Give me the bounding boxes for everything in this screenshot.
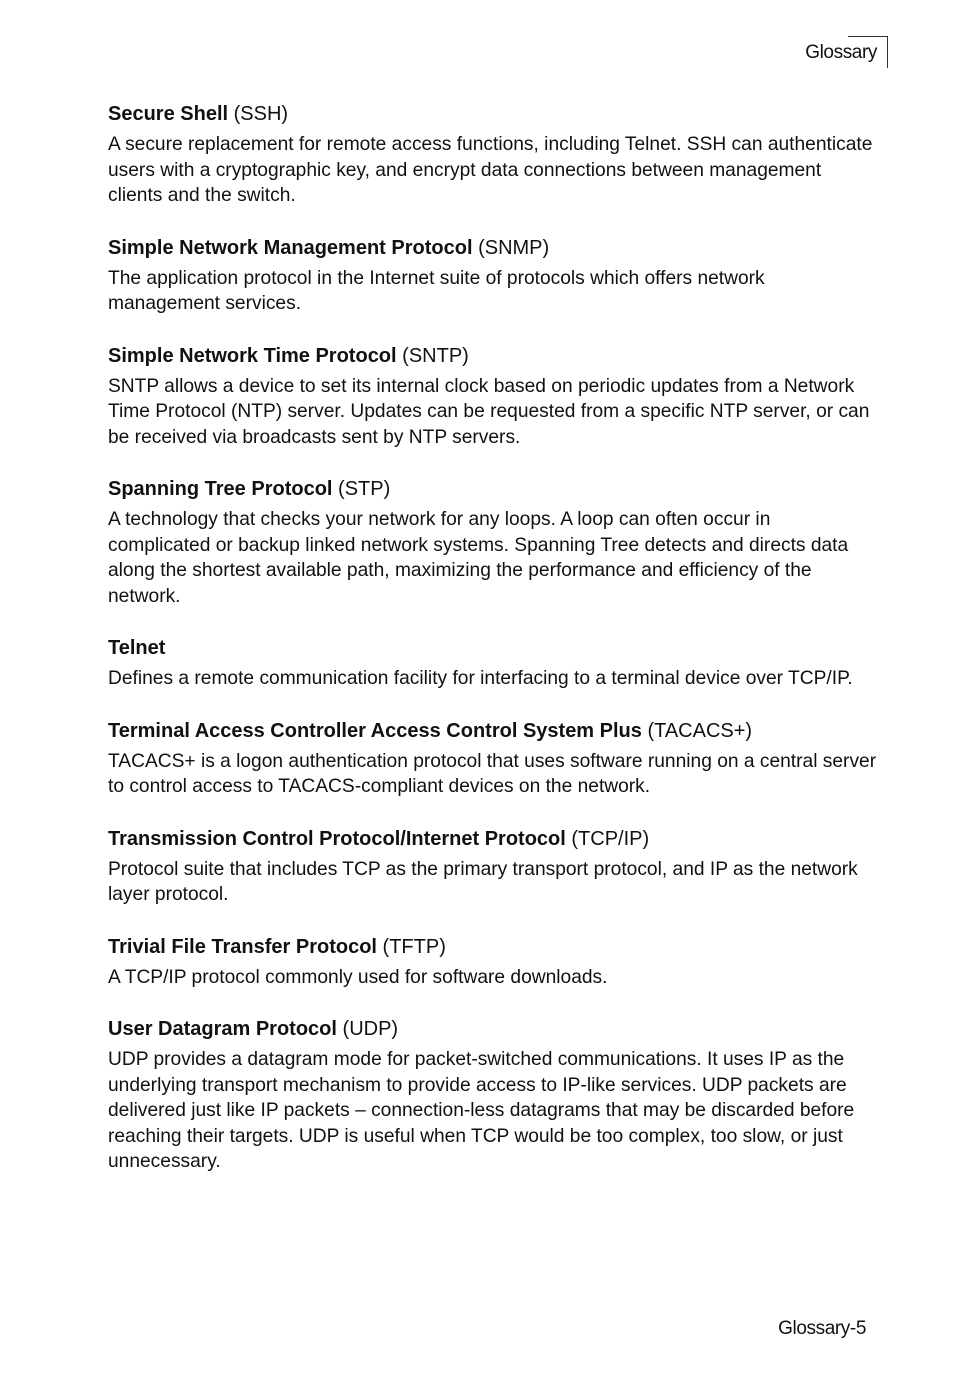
term-definition: A technology that checks your network for any loops. A loop can often occur in complicated or backup linked network systems. Spanning Tree detects and directs data along the shortest available path, maximizing the performance and efficiency of the network. bbox=[108, 509, 849, 607]
term-definition: Defines a remote communication facility for interfacing to a terminal device over TCP/IP. bbox=[108, 668, 853, 689]
term-definition: A TCP/IP protocol commonly used for software downloads. bbox=[108, 966, 608, 988]
term-name: Simple Network Time Protocol bbox=[108, 344, 397, 367]
term-name: User Datagram Protocol bbox=[108, 1018, 337, 1040]
glossary-term bbox=[108, 234, 878, 262]
glossary-term bbox=[108, 342, 878, 370]
glossary-entry bbox=[108, 634, 878, 692]
page-number: Glossary-5 bbox=[778, 1318, 866, 1339]
term-abbreviation: (STP) bbox=[338, 478, 391, 500]
glossary-entry bbox=[108, 342, 878, 451]
term-name: Spanning Tree Protocol bbox=[108, 478, 333, 500]
term-abbreviation: (UDP) bbox=[342, 1018, 399, 1040]
glossary-term bbox=[108, 100, 878, 128]
term-name: Terminal Access Controller Access Control System Plus bbox=[108, 719, 642, 742]
glossary-entry bbox=[108, 234, 878, 317]
glossary-entry bbox=[108, 933, 878, 991]
glossary-term bbox=[108, 717, 878, 745]
term-definition: The application protocol in the Internet suite of protocols which offers network management services. bbox=[108, 267, 765, 314]
term-definition: SNTP allows a device to set its internal clock based on periodic updates from a Network Time Protocol (NTP) server. Updates can be requested from a specific NTP server, or can be received via broadcasts sent by NTP servers. bbox=[108, 375, 870, 448]
term-name: Trivial File Transfer Protocol bbox=[108, 935, 377, 958]
glossary-entry bbox=[108, 1015, 878, 1175]
glossary-content bbox=[108, 100, 878, 1200]
term-abbreviation: (TFTP) bbox=[382, 935, 446, 958]
header-section-title: Glossary bbox=[805, 42, 877, 63]
term-name: Transmission Control Protocol/Internet Protocol bbox=[108, 827, 566, 850]
glossary-entry bbox=[108, 100, 878, 209]
term-definition: UDP provides a datagram mode for packet-switched communications. It uses IP as the underlying transport mechanism to provide access to IP-like services. UDP packets are delivered just like IP packets – connection-less datagrams that may be discarded before reaching their targets. UDP is useful when TCP would be too complex, too slow, or just unnecessary. bbox=[108, 1049, 855, 1172]
term-abbreviation: (SNTP) bbox=[402, 344, 469, 367]
glossary-term bbox=[108, 475, 878, 503]
term-definition: A secure replacement for remote access functions, including Telnet. SSH can authenticate users with a cryptographic key, and encrypt data connections between management clients and the switch. bbox=[108, 134, 873, 206]
term-abbreviation: (SNMP) bbox=[478, 236, 550, 259]
term-abbreviation: (SSH) bbox=[233, 103, 289, 125]
term-definition: Protocol suite that includes TCP as the primary transport protocol, and IP as the network layer protocol. bbox=[108, 858, 858, 905]
term-name: Telnet bbox=[108, 637, 166, 659]
glossary-term bbox=[108, 634, 878, 662]
glossary-term bbox=[108, 1015, 878, 1043]
term-abbreviation: (TCP/IP) bbox=[571, 827, 650, 850]
glossary-term bbox=[108, 933, 878, 961]
term-definition: TACACS+ is a logon authentication protocol that uses software running on a central server to control access to TACACS-compliant devices on the network. bbox=[108, 750, 877, 797]
glossary-entry bbox=[108, 825, 878, 908]
glossary-entry bbox=[108, 475, 878, 609]
term-abbreviation: (TACACS+) bbox=[647, 719, 753, 742]
term-name: Simple Network Management Protocol bbox=[108, 236, 473, 259]
glossary-entry bbox=[108, 717, 878, 800]
running-header bbox=[805, 36, 888, 68]
term-name: Secure Shell bbox=[108, 103, 229, 125]
glossary-term bbox=[108, 825, 878, 853]
